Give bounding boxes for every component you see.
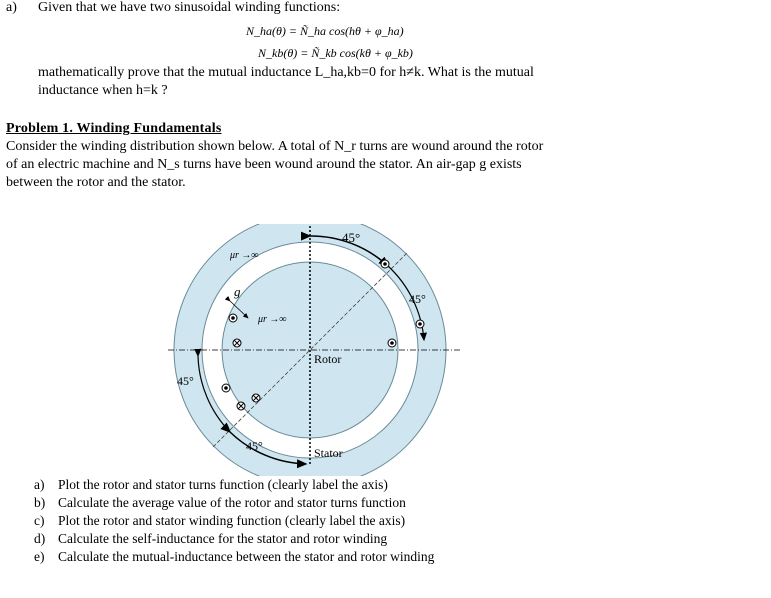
angle-right-label: 45° [409, 292, 426, 306]
equation-1: N_ha(θ) = Ñ_ha cos(hθ + φ_ha) [246, 24, 404, 38]
angle-bottom-label: 45° [246, 439, 263, 453]
task-label: d) [34, 531, 46, 546]
problem-line-3: between the rotor and the stator. [6, 175, 186, 190]
task-text: Calculate the self-inductance for the stator and rotor winding [58, 531, 388, 546]
problem-title: Problem 1. Winding Fundamentals [6, 121, 222, 136]
part-a-intro: Given that we have two sinusoidal winding functions: [38, 0, 341, 15]
problem-line-2: of an electric machine and N_s turns have been wound around the stator. An air-gap g exists [6, 157, 522, 172]
equation-2: N_kb(θ) = Ñ_kb cos(kθ + φ_kb) [258, 46, 413, 60]
task-item [34, 495, 406, 511]
task-text: Calculate the average value of the rotor and stator turns function [58, 495, 406, 510]
task-text: Plot the rotor and stator turns function (clearly label the axis) [58, 477, 388, 492]
task-item [34, 531, 387, 547]
angle-left-label: 45° [177, 374, 194, 388]
winding-diagram [160, 224, 470, 476]
task-label: b) [34, 495, 46, 510]
part-a-label: a) [6, 0, 17, 15]
stator-label: Stator [314, 446, 343, 460]
task-item [34, 513, 405, 529]
angle-top-label: 45° [342, 230, 361, 245]
task-text: Plot the rotor and stator winding function (clearly label the axis) [58, 513, 406, 528]
problem-line-1: Consider the winding distribution shown below. A total of N_r turns are wound around the rotor [6, 139, 544, 154]
mu-stator-label: μr →∞ [230, 250, 259, 261]
prove-line-2: inductance when h=k ? [38, 83, 168, 98]
task-label: c) [34, 513, 45, 528]
task-item [34, 549, 434, 565]
mu-rotor-label: μr →∞ [258, 314, 287, 325]
task-label: e) [34, 549, 45, 564]
task-item [34, 477, 388, 493]
gap-label: g [234, 284, 241, 299]
task-label: a) [34, 477, 45, 492]
rotor-label: Rotor [314, 352, 342, 366]
prove-line-1: mathematically prove that the mutual inductance L_ha,kb=0 for h≠k. What is the mutual [38, 65, 534, 80]
task-text: Calculate the mutual-inductance between the stator and rotor winding [58, 549, 435, 564]
